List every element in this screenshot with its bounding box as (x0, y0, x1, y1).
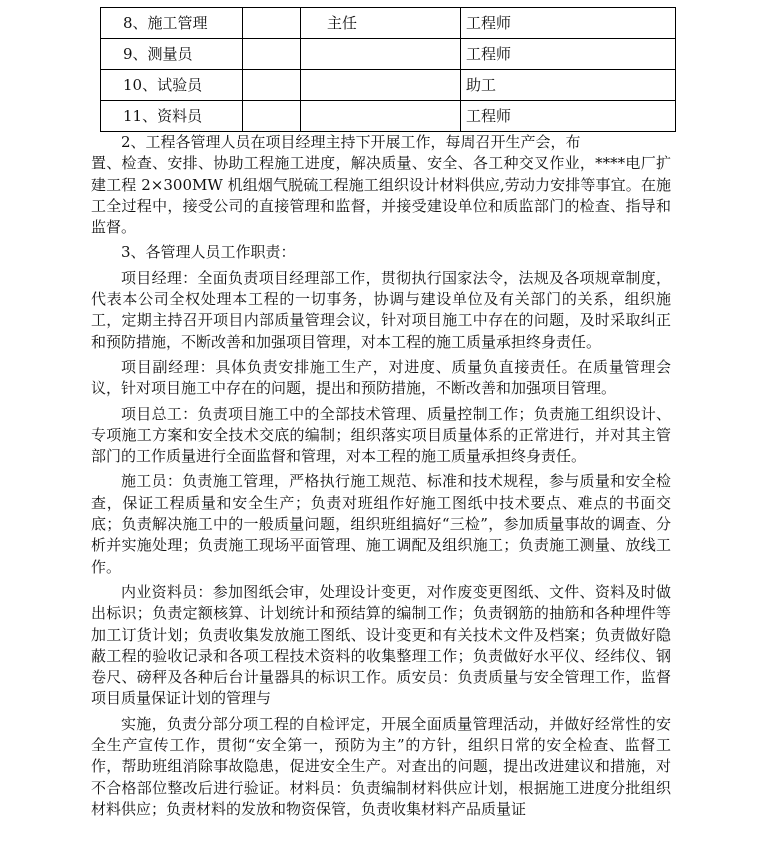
title-cell: 工程师 (461, 8, 676, 39)
duty-cell (301, 70, 461, 101)
table-row (101, 8, 676, 39)
document-body (91, 132, 671, 820)
paragraph-document-clerk: 内业资料员：参加图纸会审，处理设计变更，对作废变更图纸、文件、资料及时做出标识；负责定额核算、计划统计和预结算的编制工作；负责钢筋的抽筋和各种埋件等加工订货计划；负责收集发放施工图纸、设计变更和有关技术文件及档案；负责做好隐蔽工程的验收记录和各项工程技术资料的收集整理工作；负责做好水平仪、经纬仪、钢卷尺、磅秤及各种后台计量器具的标识工作。质安员：负责质量与安全管理工作，监督项目质量保证计划的管理与 (91, 582, 671, 708)
position-cell: 9、测量员 (101, 39, 243, 70)
paragraph-safety-materials: 实施，负责分部分项工程的自检评定，开展全面质量管理活动，并做好经常性的安全生产宣传工作，贯彻“安全第一，预防为主”的方针，组织日常的安全检查、监督工作，帮助班组消除事故隐患，促进安全生产。对查出的问题，提出改进建议和措施，对不合格部位整改后进行验证。材料员：负责编制材料供应计划，根据施工进度分批组织材料供应；负责材料的发放和物资保管，负责收集材料产品质量证 (91, 714, 671, 818)
duty-cell (301, 39, 461, 70)
table-row (101, 101, 676, 132)
paragraph-deputy-manager: 项目副经理：具体负责安排施工生产，对进度、质量负直接责任。在质量管理会议，针对项目施工中存在的问题，提出和预防措施，不断改善和加强项目管理。 (91, 357, 671, 398)
position-cell: 8、施工管理 (101, 8, 243, 39)
paragraph-construction-staff: 施工员：负责施工管理，严格执行施工规范、标准和技术规程，参与质量和安全检查，保证工程质量和安全生产；负责对班组作好施工图纸中技术要点、难点的书面交底；负责解决施工中的一般质量问题，组织班组搞好“三检”，参加质量事故的调查、分析并实施处理；负责施工现场平面管理、施工调配及组织施工；负责施工测量、放线工作。 (91, 472, 671, 576)
name-cell (243, 8, 301, 39)
name-cell (243, 70, 301, 101)
name-cell (243, 101, 301, 132)
duty-cell (301, 101, 461, 132)
position-cell: 10、试验员 (101, 70, 243, 101)
section-heading-duties: 3、各管理人员工作职责： (121, 243, 296, 262)
position-cell: 11、资料员 (101, 101, 243, 132)
paragraph-chief-engineer: 项目总工：负责项目施工中的全部技术管理、质量控制工作；负责施工组织设计、专项施工方案和安全技术交底的编制；组织落实项目质量体系的正常进行，并对其主管部门的工作质量进行全面监督和管理，对本工程的施工质量承担终身责任。 (91, 404, 671, 466)
table-row (101, 39, 676, 70)
title-cell: 助工 (461, 70, 676, 101)
duty-cell: 主任 (301, 8, 461, 39)
title-cell: 工程师 (461, 101, 676, 132)
paragraph-meeting-intro: 2、工程各管理人员在项目经理主持下开展工作，每周召开生产会，布 (121, 133, 581, 151)
name-cell (243, 39, 301, 70)
staff-table (100, 7, 676, 132)
table-row (101, 70, 676, 101)
paragraph-project-manager: 项目经理：全面负责项目经理部工作，贯彻执行国家法令，法规及各项规章制度，代表本公司全权处理本工程的一切事务，协调与建设单位及有关部门的关系，组织施工，定期主持召开项目内部质量管理会议，针对项目施工中存在的问题，及时采取纠正和预防措施，不断改善和加强项目管理，对本工程的施工质量承担终身责任。 (91, 268, 671, 351)
title-cell: 工程师 (461, 39, 676, 70)
paragraph-meeting-detail: 置、检查、安排、协助工程施工进度，解决质量、安全、各工种交叉作业，****电厂扩建工程 2×300MW 机组烟气脱硫工程施工组织设计材料供应,劳动力安排等事宜。在施工全过程中，接受公司的直接管理和监督，并接受建设单位和质监部门的检查、指导和监督。 (91, 154, 671, 237)
